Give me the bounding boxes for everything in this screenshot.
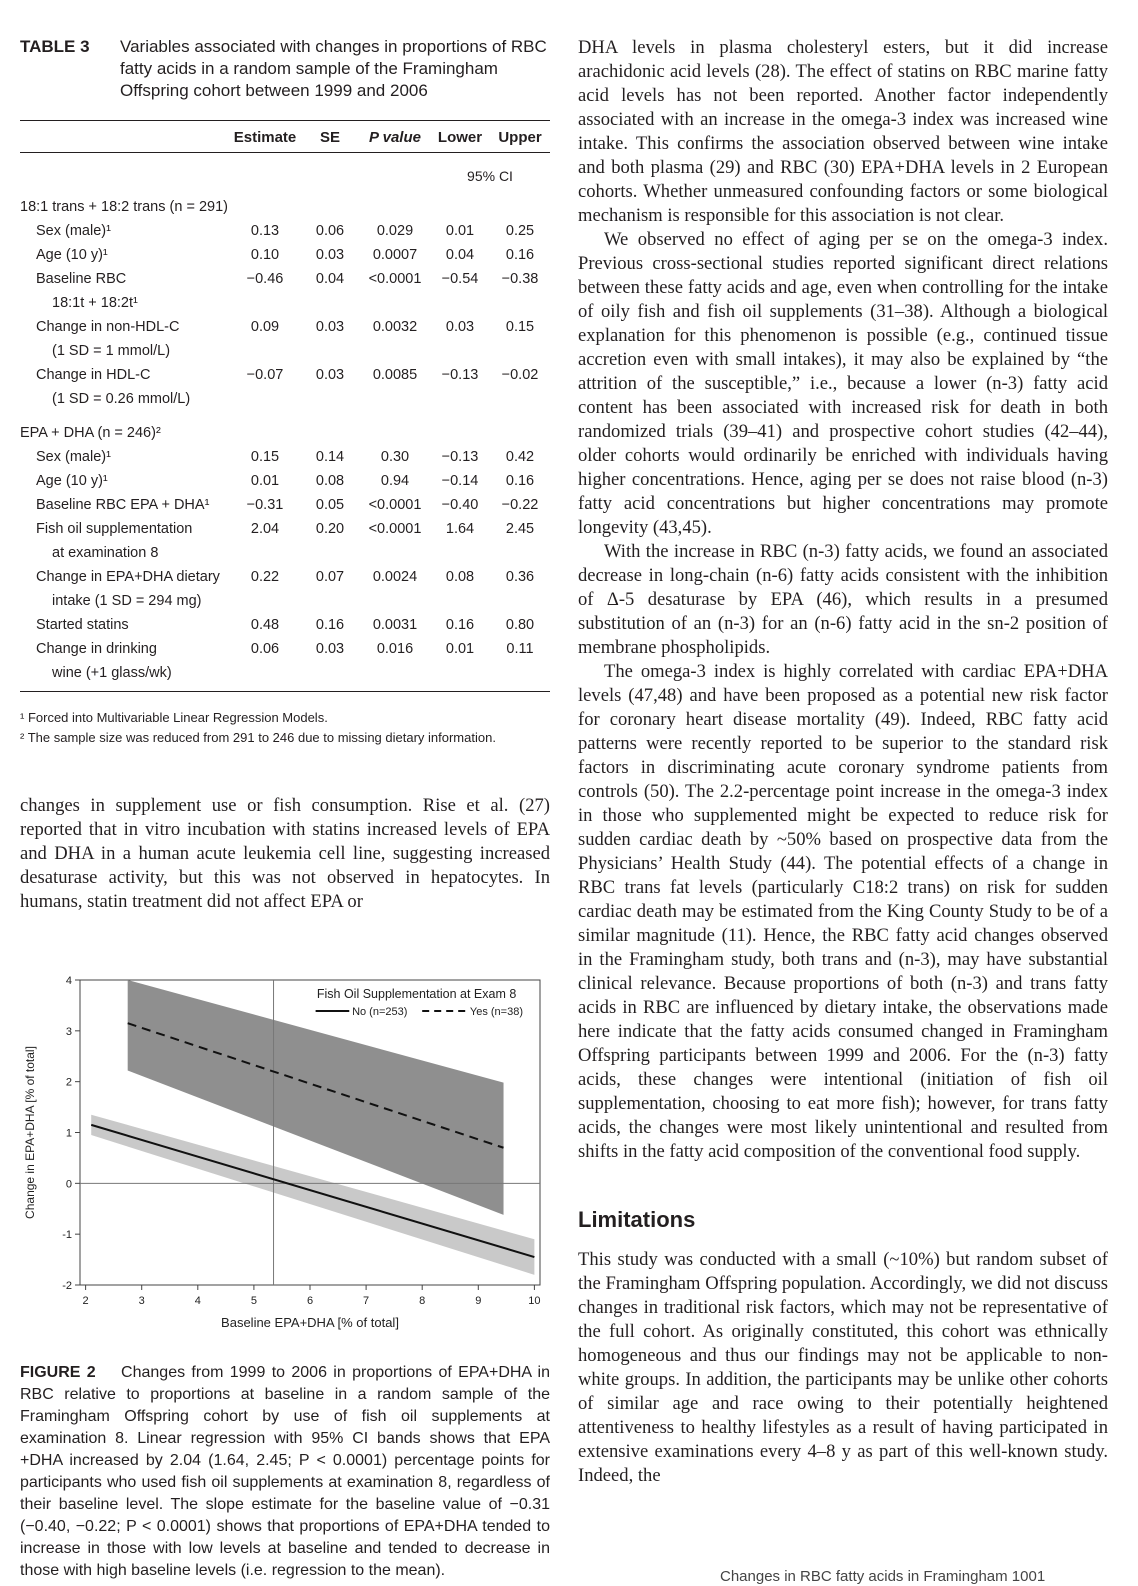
row-label: Change in non-HDL-C [36, 319, 180, 335]
cell-se: 0.04 [315, 271, 345, 287]
cell-est: 0.10 [250, 247, 280, 263]
cell-up: 0.16 [505, 247, 535, 263]
cell-lo: 0.03 [445, 319, 475, 335]
row-label: Change in EPA+DHA dietary [36, 569, 220, 585]
cell-p: 0.029 [376, 223, 414, 239]
y-tick-label: -1 [62, 1229, 72, 1242]
row-label-continued: at examination 8 [52, 545, 159, 561]
cell-up: 0.25 [505, 223, 535, 239]
cell-up: 0.36 [505, 569, 535, 585]
col-pvalue: P value [369, 129, 421, 146]
row-label-continued: intake (1 SD = 294 mg) [52, 593, 202, 609]
cell-se: 0.05 [315, 497, 345, 513]
footnote-1: ¹ Forced into Multivariable Linear Regression Models. [20, 710, 328, 725]
row-label: Baseline RBC [36, 271, 127, 287]
cell-lo: 0.08 [445, 569, 475, 585]
table-row [20, 493, 550, 517]
table-footnotes [20, 708, 550, 748]
cell-up: −0.22 [501, 497, 539, 513]
col-lower: Lower [437, 129, 483, 146]
figure-caption [20, 1362, 550, 1582]
col-upper: Upper [498, 129, 542, 146]
table-title [20, 36, 550, 102]
table-row [20, 315, 550, 339]
table-row [20, 637, 550, 661]
ci-label: 95% CI [467, 168, 513, 184]
x-tick-label: 8 [419, 1295, 426, 1307]
data-table [20, 120, 550, 692]
col-se: SE [319, 129, 340, 146]
paragraph-5: This study was conducted with a small (~10%) but random subset of the Framingham Offspring population. Accordingly, we did not discuss changes in traditional risk factors, which may not be representative of the full cohort. As originally constituted, this cohort was ethnically homogeneous and thus our findings may not be applicable to non-white groups. In addition, the participants may be unlike other cohorts of similar age and race owing to their potentially heightened attentiveness to healthy lifestyles as a result of having participated in extensive examinations every 4–8 y as part of this well-known study. Indeed, the [578, 1249, 1108, 1486]
row-label-continued: (1 SD = 0.26 mmol/L) [52, 391, 191, 407]
x-tick-label: 4 [194, 1295, 201, 1307]
row-label-continued: (1 SD = 1 mmol/L) [52, 343, 171, 359]
cell-lo: 0.16 [445, 617, 475, 633]
table-row [20, 613, 550, 637]
legend-label-yes: Yes (n=38) [469, 1006, 523, 1018]
cell-lo: −0.13 [441, 367, 479, 383]
group-title: 18:1 trans + 18:2 trans (n = 291) [20, 199, 228, 215]
figure-2-chart [20, 972, 550, 1352]
table-row [20, 565, 550, 589]
x-tick-label: 9 [475, 1295, 482, 1307]
figure-label: FIGURE 2 [20, 1364, 96, 1381]
cell-lo: −0.13 [441, 449, 479, 465]
y-tick-label: 2 [65, 1076, 72, 1089]
cell-up: −0.38 [501, 271, 539, 287]
cell-p: 0.30 [380, 449, 410, 465]
table-row [20, 469, 550, 493]
cell-se: 0.07 [315, 569, 345, 585]
x-tick-label: 2 [82, 1295, 89, 1307]
paragraph-4: The omega-3 index is highly correlated with cardiac EPA+DHA levels (47,48) and have been proposed as a potential new risk factor for coronary heart disease mortality (49). Indeed, RBC fatty acid patterns were recently reported to be superior to the standard risk factors in discriminating acute coronary syndrome patients from controls (50). The 2.2-percentage point increase in the omega-3 index in those who supplemented might be expected to reduce risk for sudden cardiac death by ~50% based on prospective data from the Physicians’ Health Study (44). The potential effects of a change in RBC trans fat levels (particularly C18:2 trans) on risk for sudden cardiac death may be estimated from the King County Study to be of a similar magnitude (11). Hence, the RBC fatty acid changes observed in the Framingham study, both trans and (n-3), may have substantial clinical relevance. Because proportions of both (n-3) and trans fatty acids in RBC are influenced by dietary intake, the observations made here indicate that the fatty acids consumed changed in Framingham Offspring participants between 1999 and 2006. For the (n-3) fatty acids, these changes were intentional (initiation of fish oil supplementation, choosing to eat more fish); however, for trans fatty acids, the changes were most likely unintentional and resulted from shifts in the fatty acid composition of the conventional food supply. [578, 661, 1108, 1162]
row-label: Change in HDL-C [36, 367, 151, 383]
table-label: TABLE 3 [20, 37, 90, 56]
cell-p: 0.0085 [372, 367, 418, 383]
cell-se: 0.08 [315, 473, 345, 489]
cell-se: 0.03 [315, 247, 345, 263]
cell-up: 0.15 [505, 319, 535, 335]
cell-se: 0.16 [315, 617, 345, 633]
cell-est: 0.09 [250, 319, 280, 335]
cell-up: 0.42 [505, 449, 535, 465]
cell-p: <0.0001 [368, 497, 422, 513]
y-tick-label: 1 [65, 1127, 72, 1140]
cell-lo: −0.54 [441, 271, 479, 287]
cell-se: 0.03 [315, 641, 345, 657]
table-row [20, 517, 550, 541]
cell-se: 0.03 [315, 367, 345, 383]
x-axis-label: Baseline EPA+DHA [% of total] [221, 1315, 399, 1330]
cell-lo: 0.04 [445, 247, 475, 263]
table-row [20, 219, 550, 243]
cell-p: 0.016 [376, 641, 414, 657]
cell-lo: 0.01 [445, 223, 475, 239]
x-tick-label: 10 [528, 1295, 541, 1307]
cell-est: −0.31 [246, 497, 284, 513]
cell-est: 0.01 [250, 473, 280, 489]
y-tick-label: -2 [62, 1280, 72, 1292]
row-label-continued: wine (+1 glass/wk) [52, 665, 172, 681]
y-tick-label: 3 [65, 1025, 72, 1038]
cell-p: 0.94 [380, 473, 410, 489]
cell-est: 0.48 [250, 617, 280, 633]
table-caption: Variables associated with changes in proportions of RBC fatty acids in a random sample of the Framingham Offspring cohort between 1999 and 2006 [120, 37, 547, 100]
cell-est: 0.13 [250, 223, 280, 239]
footnote-2: ² The sample size was reduced from 291 to 246 due to missing dietary information. [20, 730, 496, 745]
running-footer: Changes in RBC fatty acids in Framingham 1001 [720, 1568, 1046, 1585]
table-row [20, 267, 550, 291]
row-label: Sex (male)¹ [36, 223, 111, 239]
cell-up: 0.11 [506, 641, 534, 657]
row-label: Sex (male)¹ [36, 449, 111, 465]
cell-lo: −0.14 [441, 473, 479, 489]
cell-se: 0.06 [315, 223, 345, 239]
paragraph-1: DHA levels in plasma cholesteryl esters, but it did increase arachidonic acid levels (28). The effect of statins on RBC marine fatty acid levels has not been reported. Another factor independently associated with an increase in the omega-3 index was increased wine intake. This confirms the association observed between wine intake and both plasma (29) and RBC (30) EPA+DHA levels in 2 European cohorts. Whether unmeasured confounding factors or some biological mechanism is responsible for this association is not clear. [578, 37, 1108, 226]
cell-est: 0.15 [250, 449, 280, 465]
cell-se: 0.03 [315, 319, 345, 335]
cell-se: 0.14 [315, 449, 345, 465]
right-column [578, 36, 1108, 1488]
cell-p: 0.0024 [372, 569, 418, 585]
row-label: Started statins [36, 617, 129, 633]
table-row [20, 363, 550, 387]
cell-up: 2.45 [505, 521, 535, 537]
cell-p: 0.0031 [372, 617, 418, 633]
y-axis-label: Change in EPA+DHA [% of total] [23, 1046, 37, 1219]
cell-lo: 1.64 [445, 521, 475, 537]
x-tick-label: 3 [138, 1295, 145, 1307]
cell-p: 0.0007 [372, 247, 418, 263]
group-title: EPA + DHA (n = 246)² [20, 425, 161, 441]
row-label: Change in drinking [36, 641, 157, 657]
row-label: Baseline RBC EPA + DHA¹ [36, 497, 210, 513]
row-label: Age (10 y)¹ [36, 247, 108, 263]
cell-se: 0.20 [315, 521, 345, 537]
cell-est: 0.22 [250, 569, 280, 585]
left-column [20, 36, 550, 1582]
cell-est: −0.46 [246, 271, 284, 287]
x-tick-label: 5 [250, 1295, 257, 1307]
cell-est: −0.07 [246, 367, 284, 383]
y-tick-label: 0 [65, 1178, 72, 1191]
paragraph-3: With the increase in RBC (n-3) fatty acids, we found an associated decrease in long-chain (n-6) fatty acids consistent with the inhibition of Δ-5 desaturase by EPA (46), which results in a presumed substitution of an (n-3) for an (n-6) fatty acid in the sn-2 position of membrane phospholipids. [578, 541, 1108, 658]
left-paragraph: changes in supplement use or fish consumption. Rise et al. (27) reported that in vitro incubation with statins increased levels of EPA and DHA in a human acute leukemia cell line, suggesting increased desaturase activity, but this was not observed in hepatocytes. In humans, statin treatment did not affect EPA or [20, 795, 550, 912]
cell-up: −0.02 [501, 367, 539, 383]
cell-p: 0.0032 [372, 319, 418, 335]
y-tick-label: 4 [65, 975, 72, 987]
x-tick-label: 6 [306, 1295, 314, 1307]
row-label: Age (10 y)¹ [36, 473, 108, 489]
cell-up: 0.16 [505, 473, 535, 489]
cell-est: 0.06 [250, 641, 280, 657]
paragraph-2: We observed no effect of aging per se on the omega-3 index. Previous cross-sectional studies reported significant direct relations between these fatty acids and age, even when controlling for the intake of oily fish and fish oil supplements (31–38). Although a biological explanation for this phenomenon is possible (e.g., continued tissue accretion even with small intakes), it may also be explained by “the attrition of the susceptible,” i.e., because a lower (n-3) fatty acid content has been associated with increased risk for death in both randomized trials (39–41) and prospective cohort studies (42–44), older cohorts would ordinarily be enriched with individuals having higher concentrations. Hence, aging per se does not raise blood (n-3) fatty acid concentrations but higher concentrations may promote longevity (43,45). [578, 229, 1108, 538]
cell-est: 2.04 [250, 521, 280, 537]
col-estimate: Estimate [233, 129, 297, 146]
cell-lo: 0.01 [445, 641, 475, 657]
row-label-continued: 18:1t + 18:2t¹ [52, 295, 138, 311]
table-row [20, 445, 550, 469]
cell-p: <0.0001 [368, 271, 422, 287]
cell-up: 0.80 [505, 617, 535, 633]
x-tick-label: 7 [363, 1295, 370, 1307]
figure-caption-text: Changes from 1999 to 2006 in proportions of EPA+DHA in RBC relative to proportions at baseline in a random sample of the Framingham Offspring cohort by use of fish oil supplements at examination 8. Linear regression with 95% CI bands shows that EPA +DHA increased by 2.04 (1.64, 2.45; P < 0.0001) percentage points for participants who used fish oil supplements at examination 8, regardless of their baseline level. The slope estimate for the baseline value of −0.31 (−0.40, −0.22; P < 0.0001) shows that proportions of EPA+DHA tended to increase in those with low levels at baseline and tended to decrease in those with high baseline levels (i.e. regression to the mean). [20, 1364, 551, 1579]
row-label: Fish oil supplementation [36, 521, 193, 537]
legend-label-no: No (n=253) [352, 1006, 408, 1018]
legend-title: Fish Oil Supplementation at Exam 8 [316, 987, 517, 1001]
cell-lo: −0.40 [441, 497, 479, 513]
table-row [20, 243, 550, 267]
section-heading-limitations: Limitations [578, 1207, 696, 1232]
cell-p: <0.0001 [368, 521, 422, 537]
